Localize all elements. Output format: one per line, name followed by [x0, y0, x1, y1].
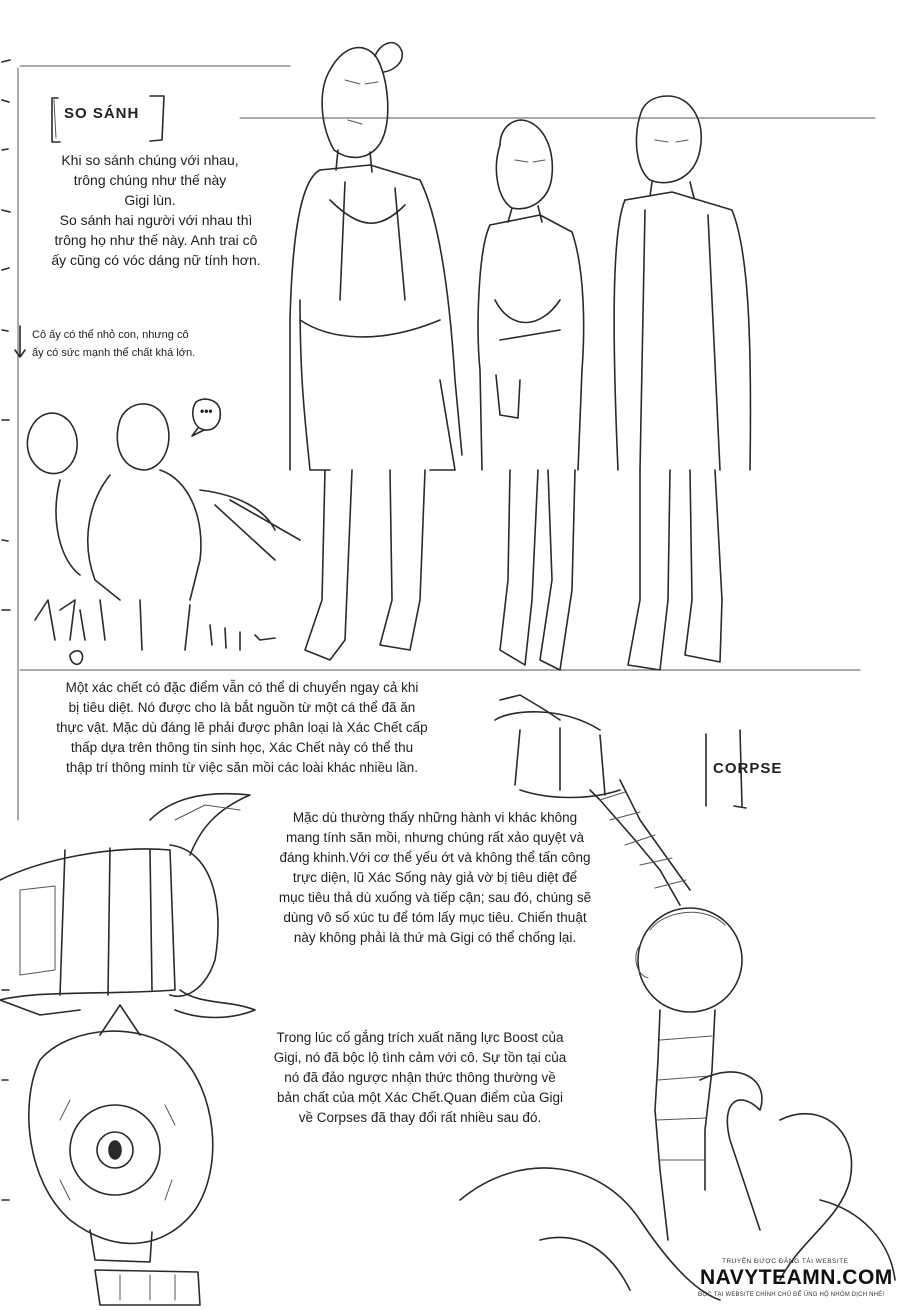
- text-line: dùng vô số xúc tu để tóm lấy mục tiêu. Chiến thuật: [283, 910, 587, 925]
- text-line: ấy cũng có vóc dáng nữ tính hơn.: [51, 252, 261, 268]
- medium-figure: [478, 120, 584, 670]
- text-line: Cô ấy có thể nhỏ con, nhưng cô: [32, 329, 189, 341]
- comparison-text-2: [25, 210, 287, 270]
- text-line: Gigi, nó đã bộc lộ tình cảm với cô. Sự tồn tại của: [273, 1050, 567, 1065]
- watermark-brand[interactable]: NAVYTEAMN.COM: [700, 1266, 893, 1289]
- carry-scene: [27, 404, 300, 650]
- text-line: Khi so sánh chúng với nhau,: [61, 152, 239, 168]
- text-line: Một xác chết có đặc điểm vẫn có thể di chuyển ngay cả khi: [65, 680, 419, 695]
- text-line: bản chất của một Xác Chết.Quan điểm của Gigi: [277, 1090, 563, 1105]
- margin-marks: [2, 60, 10, 1200]
- text-line: trông chúng như thế này: [73, 172, 227, 188]
- text-line: ấy có sức mạnh thể chất khá lớn.: [32, 347, 196, 359]
- arrow-down-icon: [15, 326, 25, 357]
- corpse-label: CORPSE: [713, 760, 783, 777]
- text-line: mục tiêu thả dù xuống và tiếp cận; sau đó, chúng sẽ: [278, 890, 592, 905]
- text-line: đáng khinh.Với cơ thể yếu ớt và không thể tấn công: [279, 850, 591, 865]
- right-figure: [614, 96, 750, 670]
- text-line: nó đã đảo ngược nhận thức thông thường về: [284, 1070, 556, 1085]
- text-line: So sánh hai người với nhau thì: [59, 212, 253, 228]
- text-line: thập trí thông minh từ việc săn mồi các loài khác nhiều lần.: [66, 760, 418, 775]
- section-title: SO SÁNH: [64, 105, 140, 122]
- watermark-subcaption: ĐỌC TẠI WEBSITE CHÍNH CHỦ ĐỂ ỦNG HỘ NHÓM DỊCH NHÉ!: [698, 1292, 885, 1298]
- tall-figure: [290, 43, 462, 660]
- text-line: mang tính săn mồi, nhưng chúng rất xảo quyệt và: [286, 830, 584, 845]
- text-line: Mặc dù thường thấy những hành vi khác không: [292, 810, 578, 825]
- text-line: trông họ như thế này. Anh trai cô: [54, 232, 258, 248]
- strength-note: [32, 326, 272, 362]
- sfx-scribble: [35, 600, 275, 664]
- segmented-creature-right: [495, 695, 742, 1240]
- text-line: trực diện, lũ Xác Sống này giả vờ bị tiêu diệt để: [292, 870, 578, 885]
- watermark-caption: TRUYỆN ĐƯỢC ĐĂNG TẢI WEBSITE: [722, 1258, 849, 1265]
- text-line: bị tiêu diệt. Nó được cho là bắt nguồn từ một cá thể đã ăn: [68, 700, 416, 715]
- eye-creature: [29, 1005, 213, 1305]
- text-line: thấp dựa trên thông tin sinh học, Xác Chết này có thể thu: [70, 740, 414, 755]
- corpse-description: [22, 678, 462, 778]
- speech-dots: •••: [200, 404, 213, 418]
- claw-creature-left: [0, 794, 255, 1018]
- boost-text: [245, 1028, 595, 1128]
- text-line: Trong lúc cố gắng trích xuất năng lực Boost của: [276, 1030, 564, 1045]
- text-line: về Corpses đã thay đổi rất nhiều sau đó.: [298, 1110, 542, 1125]
- behavior-text: [250, 808, 620, 948]
- text-line: thực vật. Mặc dù đáng lẽ phải được phân loại là Xác Chết cấp: [56, 720, 428, 735]
- comparison-text: [40, 150, 260, 210]
- text-line: này không phải là thứ mà Gigi có thể chống lại.: [293, 930, 577, 945]
- text-line: Gigi lùn.: [124, 192, 176, 208]
